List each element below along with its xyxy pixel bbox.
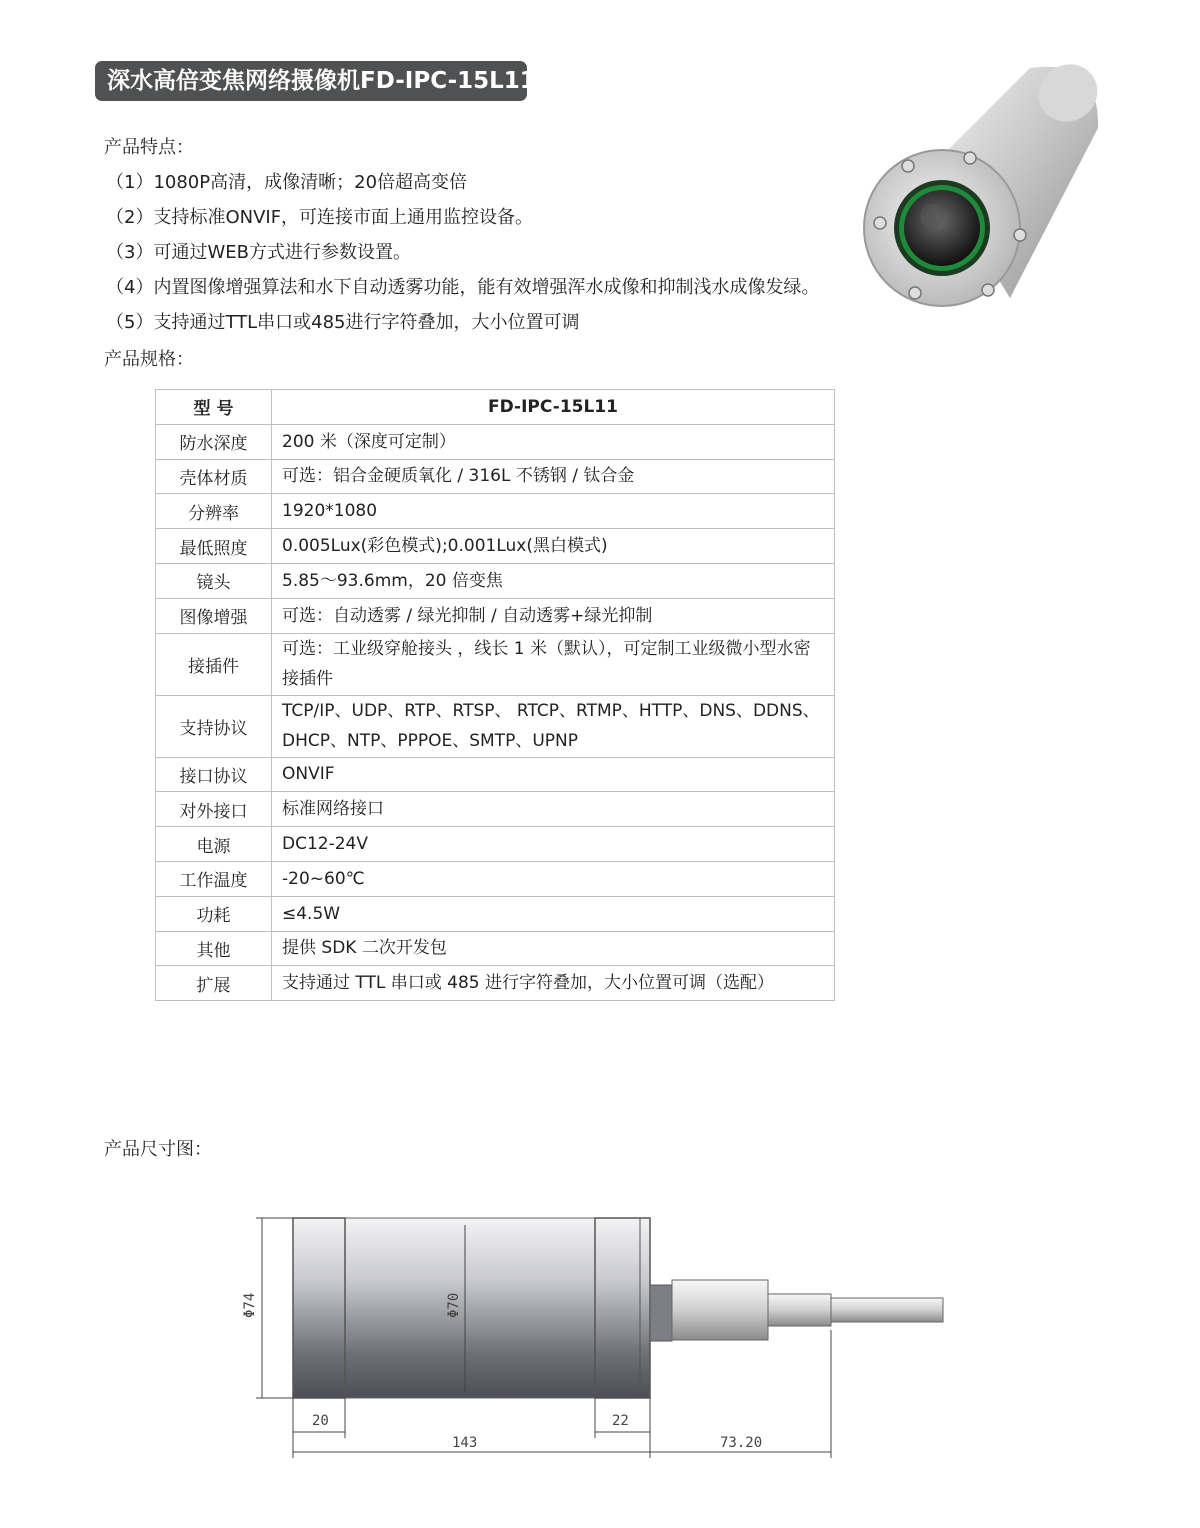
outer-diameter-label: Φ74	[242, 1292, 258, 1318]
table-cell-key: 接插件	[156, 633, 272, 695]
table-row	[156, 494, 835, 529]
table-cell-key: 扩展	[156, 966, 272, 1001]
table-cell-key: 图像增强	[156, 598, 272, 633]
table-cell-key: 最低照度	[156, 529, 272, 564]
table-cell-value: 0.005Lux(彩色模式);0.001Lux(黑白模式)	[272, 529, 835, 564]
table-cell-key: 型 号	[156, 390, 272, 425]
features-heading: 产品特点：	[104, 137, 194, 158]
feature-item: （5）支持通过TTL串口或485进行字符叠加，大小位置可调	[106, 312, 580, 333]
specs-heading: 产品规格：	[104, 349, 194, 370]
table-cell-value: -20~60℃	[272, 861, 835, 896]
table-row	[156, 424, 835, 459]
table-row	[156, 827, 835, 862]
dimensions-heading: 产品尺寸图：	[104, 1139, 212, 1160]
table-cell-value: 可选：工业级穿舱接头 ，线长 1 米（默认），可定制工业级微小型水密接插件	[272, 633, 835, 695]
table-row	[156, 896, 835, 931]
dimension-drawing	[230, 1200, 960, 1470]
table-row	[156, 598, 835, 633]
table-cell-key: 电源	[156, 827, 272, 862]
feature-item: （4）内置图像增强算法和水下自动透雾功能，能有效增强浑水成像和抑制浅水成像发绿。	[106, 277, 820, 298]
rear-cap-dimension: 22	[612, 1413, 629, 1429]
table-row	[156, 459, 835, 494]
table-cell-value: ≤4.5W	[272, 896, 835, 931]
table-row	[156, 529, 835, 564]
table-cell-key: 防水深度	[156, 424, 272, 459]
table-row	[156, 792, 835, 827]
table-cell-key: 对外接口	[156, 792, 272, 827]
table-row	[156, 966, 835, 1001]
table-cell-value: ONVIF	[272, 757, 835, 792]
table-cell-value: 可选：自动透雾 / 绿光抑制 / 自动透雾+绿光抑制	[272, 598, 835, 633]
table-row	[156, 757, 835, 792]
table-cell-key: 壳体材质	[156, 459, 272, 494]
feature-item: （3）可通过WEB方式进行参数设置。	[106, 242, 411, 263]
table-cell-key: 其他	[156, 931, 272, 966]
table-cell-value: 200 米（深度可定制）	[272, 424, 835, 459]
table-row	[156, 695, 835, 757]
front-cap-dimension: 20	[312, 1413, 329, 1429]
table-row	[156, 861, 835, 896]
table-cell-key: 工作温度	[156, 861, 272, 896]
table-cell-key: 接口协议	[156, 757, 272, 792]
table-cell-key: 镜头	[156, 563, 272, 598]
table-cell-key: 功耗	[156, 896, 272, 931]
connector-length-dimension: 73.20	[720, 1435, 763, 1451]
table-header-row	[156, 390, 835, 425]
table-cell-value: 1920*1080	[272, 494, 835, 529]
feature-item: （1）1080P高清，成像清晰；20倍超高变倍	[106, 172, 468, 193]
feature-item: （2）支持标准ONVIF，可连接市面上通用监控设备。	[106, 207, 534, 228]
spec-table	[155, 389, 835, 1001]
body-diameter-label: Φ70	[446, 1292, 462, 1318]
table-cell-value: 支持通过 TTL 串口或 485 进行字符叠加，大小位置可调（选配）	[272, 966, 835, 1001]
table-row	[156, 563, 835, 598]
table-cell-value: 标准网络接口	[272, 792, 835, 827]
table-cell-value: 提供 SDK 二次开发包	[272, 931, 835, 966]
table-row	[156, 931, 835, 966]
table-cell-value: TCP/IP、UDP、RTP、RTSP、 RTCP、RTMP、HTTP、DNS、DDNS、DHCP、NTP、PPPOE、SMTP、UPNP	[272, 695, 835, 757]
camera-photo	[860, 58, 1110, 318]
table-row	[156, 633, 835, 695]
table-cell-key: 分辨率	[156, 494, 272, 529]
table-cell-value: DC12-24V	[272, 827, 835, 862]
table-cell-key: 支持协议	[156, 695, 272, 757]
page-title: 深水高倍变焦网络摄像机FD-IPC-15L11	[95, 61, 527, 101]
table-cell-value: 可选：铝合金硬质氧化 / 316L 不锈钢 / 钛合金	[272, 459, 835, 494]
table-cell-value: 5.85～93.6mm，20 倍变焦	[272, 563, 835, 598]
body-length-dimension: 143	[452, 1435, 478, 1451]
table-cell-value: FD-IPC-15L11	[272, 390, 835, 425]
